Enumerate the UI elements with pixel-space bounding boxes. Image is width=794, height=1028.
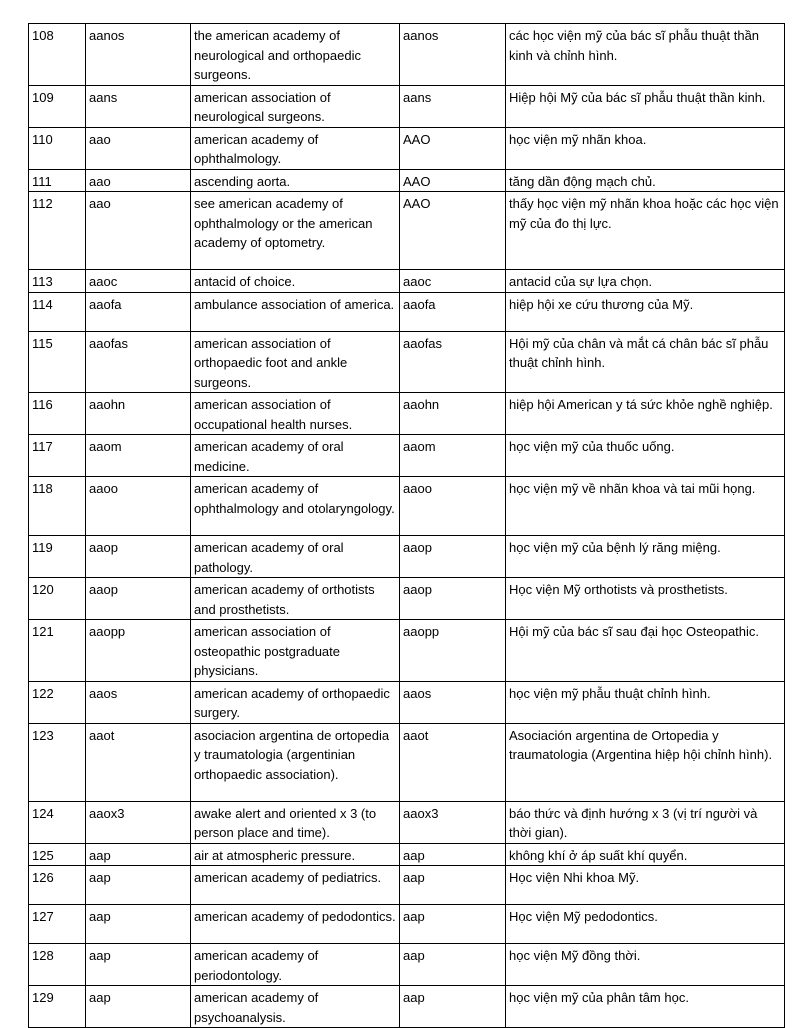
entry-number: 127 <box>29 905 86 944</box>
english-definition: american academy of orthopaedic surgery. <box>191 681 400 723</box>
entry-number: 117 <box>29 435 86 477</box>
table-row <box>29 866 785 905</box>
table-row <box>29 393 785 435</box>
vietnamese-definition: báo thức và định hướng x 3 (vị trí người và thời gian). <box>506 801 785 843</box>
vietnamese-definition: Asociación argentina de Ortopedia y traumatologia (Argentina hiệp hội chỉnh hình). <box>506 723 785 801</box>
table-row <box>29 127 785 169</box>
abbreviation-repeat: aaop <box>400 578 506 620</box>
abbreviation: aaopp <box>86 620 191 682</box>
vietnamese-definition: học viện mỹ phẫu thuật chỉnh hình. <box>506 681 785 723</box>
table-row <box>29 331 785 393</box>
english-definition: american academy of orthotists and prosthetists. <box>191 578 400 620</box>
english-definition: american association of occupational health nurses. <box>191 393 400 435</box>
table-row <box>29 801 785 843</box>
abbreviation-repeat: aap <box>400 843 506 866</box>
english-definition: see american academy of ophthalmology or the american academy of optometry. <box>191 192 400 270</box>
abbreviation-repeat: aaot <box>400 723 506 801</box>
abbreviation-repeat: aaom <box>400 435 506 477</box>
abbreviation: aao <box>86 169 191 192</box>
vietnamese-definition: không khí ở áp suất khí quyển. <box>506 843 785 866</box>
abbreviation: aaofas <box>86 331 191 393</box>
entry-number: 119 <box>29 536 86 578</box>
entry-number: 114 <box>29 292 86 331</box>
english-definition: asociacion argentina de ortopedia y traumatologia (argentinian orthopaedic association). <box>191 723 400 801</box>
abbreviation-repeat: aap <box>400 986 506 1028</box>
table-row <box>29 24 785 86</box>
abbreviation-repeat: AAO <box>400 169 506 192</box>
abbreviation-table <box>28 23 785 1028</box>
abbreviation: aap <box>86 866 191 905</box>
vietnamese-definition: Hiệp hội Mỹ của bác sĩ phẫu thuật thần kinh. <box>506 85 785 127</box>
english-definition: american academy of periodontology. <box>191 944 400 986</box>
vietnamese-definition: thấy học viện mỹ nhãn khoa hoặc các học viện mỹ của đo thị lực. <box>506 192 785 270</box>
abbreviation-repeat: AAO <box>400 127 506 169</box>
english-definition: american academy of pedodontics. <box>191 905 400 944</box>
table-row <box>29 85 785 127</box>
table-row <box>29 681 785 723</box>
abbreviation-repeat: aans <box>400 85 506 127</box>
entry-number: 110 <box>29 127 86 169</box>
table-row <box>29 843 785 866</box>
abbreviation: aanos <box>86 24 191 86</box>
abbreviation: aaoo <box>86 477 191 536</box>
abbreviation: aaom <box>86 435 191 477</box>
abbreviation-repeat: aap <box>400 905 506 944</box>
english-definition: awake alert and oriented x 3 (to person place and time). <box>191 801 400 843</box>
table-row <box>29 435 785 477</box>
abbreviation: aaohn <box>86 393 191 435</box>
entry-number: 108 <box>29 24 86 86</box>
abbreviation: aaofa <box>86 292 191 331</box>
table-row <box>29 536 785 578</box>
entry-number: 128 <box>29 944 86 986</box>
abbreviation-repeat: aaohn <box>400 393 506 435</box>
table-body <box>29 24 785 1028</box>
vietnamese-definition: hiệp hội American y tá sức khỏe nghề nghiệp. <box>506 393 785 435</box>
entry-number: 118 <box>29 477 86 536</box>
abbreviation: aaos <box>86 681 191 723</box>
vietnamese-definition: Hội mỹ của bác sĩ sau đại học Osteopathic. <box>506 620 785 682</box>
abbreviation-repeat: aaopp <box>400 620 506 682</box>
table-row <box>29 192 785 270</box>
english-definition: american academy of psychoanalysis. <box>191 986 400 1028</box>
entry-number: 120 <box>29 578 86 620</box>
vietnamese-definition: Học viện Mỹ orthotists và prosthetists. <box>506 578 785 620</box>
vietnamese-definition: học viện mỹ của phân tâm học. <box>506 986 785 1028</box>
vietnamese-definition: tăng dần động mạch chủ. <box>506 169 785 192</box>
abbreviation-repeat: AAO <box>400 192 506 270</box>
abbreviation: aans <box>86 85 191 127</box>
table-row <box>29 723 785 801</box>
english-definition: american academy of oral medicine. <box>191 435 400 477</box>
abbreviation: aao <box>86 192 191 270</box>
entry-number: 121 <box>29 620 86 682</box>
entry-number: 129 <box>29 986 86 1028</box>
abbreviation: aaoc <box>86 270 191 293</box>
entry-number: 115 <box>29 331 86 393</box>
entry-number: 126 <box>29 866 86 905</box>
entry-number: 124 <box>29 801 86 843</box>
table-row <box>29 477 785 536</box>
english-definition: the american academy of neurological and orthopaedic surgeons. <box>191 24 400 86</box>
vietnamese-definition: Học viện Mỹ pedodontics. <box>506 905 785 944</box>
table-row <box>29 292 785 331</box>
entry-number: 113 <box>29 270 86 293</box>
vietnamese-definition: học viện mỹ của thuốc uống. <box>506 435 785 477</box>
abbreviation-repeat: aaoo <box>400 477 506 536</box>
abbreviation-repeat: aap <box>400 866 506 905</box>
entry-number: 111 <box>29 169 86 192</box>
abbreviation: aap <box>86 905 191 944</box>
table-row <box>29 620 785 682</box>
vietnamese-definition: các học viện mỹ của bác sĩ phẫu thuật thần kinh và chỉnh hình. <box>506 24 785 86</box>
english-definition: ambulance association of america. <box>191 292 400 331</box>
vietnamese-definition: hiệp hội xe cứu thương của Mỹ. <box>506 292 785 331</box>
english-definition: air at atmospheric pressure. <box>191 843 400 866</box>
table-row <box>29 905 785 944</box>
vietnamese-definition: học viện mỹ về nhãn khoa và tai mũi họng. <box>506 477 785 536</box>
vietnamese-definition: học viện mỹ nhãn khoa. <box>506 127 785 169</box>
abbreviation: aao <box>86 127 191 169</box>
english-definition: american academy of ophthalmology and otolaryngology. <box>191 477 400 536</box>
table-row <box>29 270 785 293</box>
abbreviation-repeat: aap <box>400 944 506 986</box>
abbreviation: aaox3 <box>86 801 191 843</box>
entry-number: 125 <box>29 843 86 866</box>
abbreviation-repeat: aanos <box>400 24 506 86</box>
abbreviation-repeat: aaoc <box>400 270 506 293</box>
english-definition: american association of osteopathic postgraduate physicians. <box>191 620 400 682</box>
english-definition: antacid of choice. <box>191 270 400 293</box>
abbreviation: aaop <box>86 536 191 578</box>
english-definition: ascending aorta. <box>191 169 400 192</box>
entry-number: 112 <box>29 192 86 270</box>
entry-number: 116 <box>29 393 86 435</box>
abbreviation-repeat: aaofa <box>400 292 506 331</box>
english-definition: american association of neurological surgeons. <box>191 85 400 127</box>
entry-number: 123 <box>29 723 86 801</box>
vietnamese-definition: Hội mỹ của chân và mắt cá chân bác sĩ phẫu thuật chỉnh hình. <box>506 331 785 393</box>
table-row <box>29 944 785 986</box>
table-row <box>29 578 785 620</box>
abbreviation-repeat: aaop <box>400 536 506 578</box>
entry-number: 109 <box>29 85 86 127</box>
abbreviation: aaot <box>86 723 191 801</box>
english-definition: american academy of pediatrics. <box>191 866 400 905</box>
abbreviation: aaop <box>86 578 191 620</box>
english-definition: american academy of oral pathology. <box>191 536 400 578</box>
table-row <box>29 986 785 1028</box>
english-definition: american association of orthopaedic foot and ankle surgeons. <box>191 331 400 393</box>
table-row <box>29 169 785 192</box>
entry-number: 122 <box>29 681 86 723</box>
vietnamese-definition: Học viện Nhi khoa Mỹ. <box>506 866 785 905</box>
vietnamese-definition: antacid của sự lựa chọn. <box>506 270 785 293</box>
abbreviation: aap <box>86 944 191 986</box>
abbreviation-repeat: aaox3 <box>400 801 506 843</box>
abbreviation-repeat: aaofas <box>400 331 506 393</box>
vietnamese-definition: học viện Mỹ đồng thời. <box>506 944 785 986</box>
abbreviation: aap <box>86 986 191 1028</box>
abbreviation-repeat: aaos <box>400 681 506 723</box>
vietnamese-definition: học viện mỹ của bệnh lý răng miệng. <box>506 536 785 578</box>
abbreviation: aap <box>86 843 191 866</box>
english-definition: american academy of ophthalmology. <box>191 127 400 169</box>
